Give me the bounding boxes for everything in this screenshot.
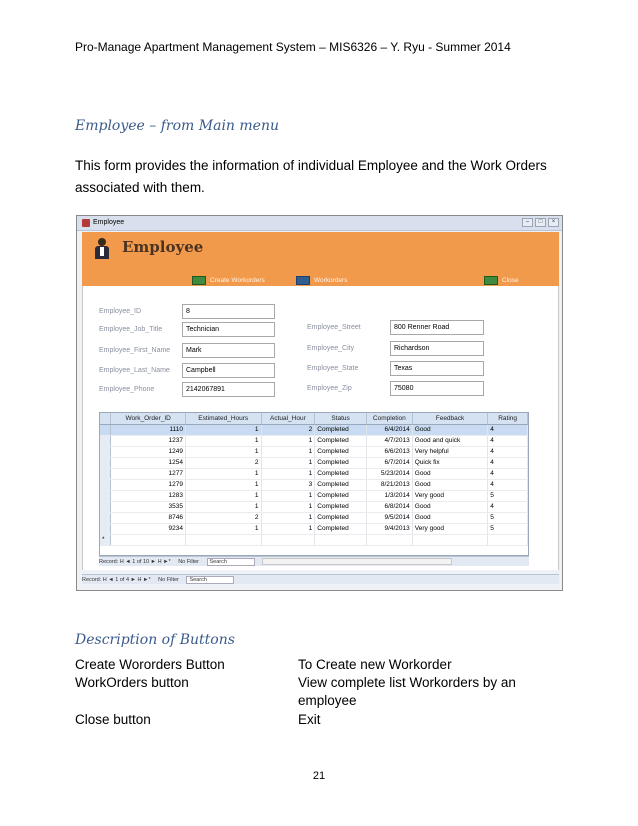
page-number: 21 bbox=[312, 770, 326, 782]
maximize-icon[interactable]: □ bbox=[535, 218, 546, 227]
employee-id-label: Employee_ID bbox=[99, 308, 142, 315]
table-cell[interactable]: 5 bbox=[488, 490, 528, 501]
table-cell[interactable]: 1237 bbox=[111, 435, 186, 446]
intro-paragraph: This form provides the information of individual Employee and the Work Orders associated with them. bbox=[75, 158, 547, 195]
table-cell[interactable]: 1 bbox=[185, 424, 261, 435]
table-cell[interactable]: Completed bbox=[315, 435, 367, 446]
table-cell[interactable]: 5 bbox=[488, 523, 528, 534]
window-title: Employee bbox=[93, 219, 125, 226]
page-header: Pro-Manage Apartment Management System – MIS6326 – Y. Ryu - Summer 2014 bbox=[75, 40, 511, 54]
table-cell[interactable]: Good bbox=[412, 468, 488, 479]
table-row[interactable] bbox=[100, 435, 528, 446]
table-cell[interactable]: 1279 bbox=[111, 479, 186, 490]
table-row[interactable] bbox=[100, 490, 528, 501]
table-cell[interactable]: 1110 bbox=[111, 424, 186, 435]
close-button-icon bbox=[484, 276, 498, 285]
col-header[interactable]: Completion bbox=[366, 413, 412, 424]
table-cell[interactable]: 1 bbox=[185, 523, 261, 534]
grid-header-row bbox=[100, 413, 528, 424]
form-header bbox=[82, 232, 559, 286]
table-cell[interactable]: 6/8/2014 bbox=[366, 501, 412, 512]
table-cell[interactable]: Completed bbox=[315, 523, 367, 534]
grid-search-box[interactable]: Search bbox=[207, 558, 255, 566]
table-cell[interactable] bbox=[412, 534, 488, 545]
col-header[interactable]: Feedback bbox=[412, 413, 488, 424]
phone-field[interactable]: 2142067891 bbox=[182, 382, 275, 397]
job-title-field[interactable]: Technician bbox=[182, 322, 275, 337]
table-cell[interactable]: 4 bbox=[488, 479, 528, 490]
row-selector[interactable] bbox=[100, 512, 111, 523]
close-button-label: Close bbox=[502, 277, 519, 284]
table-cell[interactable]: 1249 bbox=[111, 446, 186, 457]
table-row[interactable] bbox=[100, 523, 528, 534]
workorders-label: Workorders bbox=[314, 277, 348, 284]
table-cell[interactable]: 1 bbox=[185, 468, 261, 479]
new-record-row[interactable] bbox=[100, 534, 528, 545]
table-cell[interactable]: 1 bbox=[261, 446, 315, 457]
table-cell[interactable]: 4 bbox=[488, 435, 528, 446]
table-cell[interactable] bbox=[488, 534, 528, 545]
form-record-position[interactable]: Record: H ◄ 1 of 4 ► H ►* bbox=[82, 577, 151, 583]
table-cell[interactable]: 1 bbox=[261, 457, 315, 468]
table-cell[interactable]: 1 bbox=[261, 512, 315, 523]
create-workorders-label: Create Workorders bbox=[210, 277, 265, 284]
table-cell[interactable]: 5/23/2014 bbox=[366, 468, 412, 479]
form-title: Employee bbox=[122, 238, 204, 256]
employee-id-field[interactable]: 8 bbox=[182, 304, 275, 319]
zip-field[interactable]: 75080 bbox=[390, 381, 484, 396]
table-cell[interactable]: 8/21/2013 bbox=[366, 479, 412, 490]
street-label: Employee_Street bbox=[307, 324, 361, 331]
last-name-field[interactable]: Campbell bbox=[182, 363, 275, 378]
table-cell[interactable]: 1 bbox=[185, 446, 261, 457]
col-header[interactable]: Rating bbox=[488, 413, 528, 424]
table-cell[interactable]: Completed bbox=[315, 512, 367, 523]
table-cell[interactable]: 2 bbox=[185, 457, 261, 468]
table-cell[interactable]: 1 bbox=[185, 490, 261, 501]
phone-label: Employee_Phone bbox=[99, 386, 155, 393]
table-cell[interactable]: Very good bbox=[412, 523, 488, 534]
table-cell[interactable]: 6/4/2014 bbox=[366, 424, 412, 435]
table-cell[interactable]: 1 bbox=[185, 435, 261, 446]
row-selector[interactable] bbox=[100, 479, 111, 490]
desc-button-action: View complete list Workorders by an employee bbox=[298, 675, 516, 708]
table-row[interactable] bbox=[100, 501, 528, 512]
table-cell[interactable]: Completed bbox=[315, 424, 367, 435]
table-cell[interactable]: Good bbox=[412, 424, 488, 435]
table-cell[interactable]: Completed bbox=[315, 490, 367, 501]
table-cell[interactable]: Good bbox=[412, 501, 488, 512]
desc-button-name: Close button bbox=[75, 712, 151, 727]
city-field[interactable]: Richardson bbox=[390, 341, 484, 356]
table-cell[interactable]: 1 bbox=[261, 490, 315, 501]
table-cell[interactable]: 8746 bbox=[111, 512, 186, 523]
table-cell[interactable] bbox=[111, 534, 186, 545]
state-label: Employee_State bbox=[307, 365, 359, 372]
table-row[interactable] bbox=[100, 446, 528, 457]
table-cell[interactable]: 3535 bbox=[111, 501, 186, 512]
desc-button-name: WorkOrders button bbox=[75, 675, 189, 690]
row-selector[interactable] bbox=[100, 457, 111, 468]
workorders-button[interactable] bbox=[296, 276, 347, 286]
close-window-icon[interactable]: × bbox=[548, 218, 559, 227]
table-row[interactable] bbox=[100, 468, 528, 479]
table-cell[interactable]: 9234 bbox=[111, 523, 186, 534]
table-row[interactable] bbox=[100, 479, 528, 490]
street-field[interactable]: 800 Renner Road bbox=[390, 320, 484, 335]
workorders-datasheet bbox=[99, 412, 529, 556]
last-name-label: Employee_Last_Name bbox=[99, 367, 170, 374]
table-cell[interactable]: Good and quick bbox=[412, 435, 488, 446]
table-cell[interactable]: 6/7/2014 bbox=[366, 457, 412, 468]
table-cell[interactable]: 4 bbox=[488, 446, 528, 457]
row-selector[interactable] bbox=[100, 435, 111, 446]
table-cell[interactable]: 9/4/2013 bbox=[366, 523, 412, 534]
section-title: Employee – from Main menu bbox=[75, 118, 279, 134]
window-titlebar bbox=[77, 216, 562, 231]
table-cell[interactable]: 6/6/2013 bbox=[366, 446, 412, 457]
table-cell[interactable]: 1 bbox=[261, 468, 315, 479]
table-cell[interactable]: Very helpful bbox=[412, 446, 488, 457]
desc-button-name: Create Wororders Button bbox=[75, 657, 225, 672]
table-row[interactable] bbox=[100, 457, 528, 468]
minimize-icon[interactable]: – bbox=[522, 218, 533, 227]
first-name-label: Employee_First_Name bbox=[99, 347, 171, 354]
table-cell[interactable]: Completed bbox=[315, 446, 367, 457]
table-cell[interactable]: Completed bbox=[315, 479, 367, 490]
table-cell[interactable]: 1277 bbox=[111, 468, 186, 479]
button-description-title: Description of Buttons bbox=[75, 632, 235, 648]
row-selector[interactable] bbox=[100, 490, 111, 501]
table-cell[interactable] bbox=[185, 534, 261, 545]
grid-record-position[interactable]: Record: H ◄ 1 of 10 ► H ►* bbox=[99, 559, 171, 565]
form-search-box[interactable]: Search bbox=[186, 576, 234, 584]
table-cell[interactable]: Completed bbox=[315, 457, 367, 468]
form-record-navigator bbox=[82, 574, 559, 584]
employee-form-screenshot bbox=[76, 215, 563, 591]
app-icon bbox=[82, 219, 90, 227]
first-name-field[interactable]: Mark bbox=[182, 343, 275, 358]
table-cell[interactable]: 4 bbox=[488, 501, 528, 512]
state-field[interactable]: Texas bbox=[390, 361, 484, 376]
table-cell[interactable] bbox=[261, 534, 315, 545]
desc-button-action: To Create new Workorder bbox=[298, 657, 452, 672]
col-header[interactable]: Estimated_Hours bbox=[185, 413, 261, 424]
table-cell[interactable]: 3 bbox=[261, 479, 315, 490]
form-filter-status[interactable]: No Filter bbox=[158, 577, 179, 583]
new-record-icon: * bbox=[100, 534, 111, 545]
table-cell[interactable] bbox=[366, 534, 412, 545]
row-selector[interactable] bbox=[100, 446, 111, 457]
window-controls bbox=[522, 218, 559, 227]
table-cell[interactable]: 1 bbox=[261, 435, 315, 446]
grid-record-navigator bbox=[99, 556, 529, 566]
table-cell[interactable]: Very good bbox=[412, 490, 488, 501]
close-button[interactable] bbox=[484, 276, 519, 286]
table-cell[interactable]: 1 bbox=[261, 501, 315, 512]
desc-button-action: Exit bbox=[298, 712, 321, 727]
zip-label: Employee_Zip bbox=[307, 385, 352, 392]
row-selector-header bbox=[100, 413, 111, 424]
row-selector[interactable] bbox=[100, 424, 111, 435]
table-cell[interactable]: 4 bbox=[488, 468, 528, 479]
table-cell[interactable] bbox=[315, 534, 367, 545]
table-cell[interactable]: 4 bbox=[488, 424, 528, 435]
row-selector[interactable] bbox=[100, 523, 111, 534]
table-cell[interactable]: 4 bbox=[488, 457, 528, 468]
table-cell[interactable]: 2 bbox=[185, 512, 261, 523]
job-title-label: Employee_Job_Title bbox=[99, 326, 163, 333]
table-cell[interactable]: 1 bbox=[185, 501, 261, 512]
form-body bbox=[82, 286, 559, 570]
grid-horizontal-scrollbar[interactable] bbox=[262, 558, 452, 565]
table-cell[interactable]: Completed bbox=[315, 501, 367, 512]
row-selector[interactable] bbox=[100, 468, 111, 479]
city-label: Employee_City bbox=[307, 345, 355, 352]
table-cell[interactable]: 2 bbox=[261, 424, 315, 435]
table-row[interactable] bbox=[100, 424, 528, 435]
create-workorders-button[interactable] bbox=[192, 276, 265, 286]
grid-filter-status[interactable]: No Filter bbox=[178, 559, 199, 565]
table-cell[interactable]: 1254 bbox=[111, 457, 186, 468]
row-selector[interactable] bbox=[100, 501, 111, 512]
table-cell[interactable]: Good bbox=[412, 512, 488, 523]
table-cell[interactable]: 1283 bbox=[111, 490, 186, 501]
table-cell[interactable]: Quick fix bbox=[412, 457, 488, 468]
create-workorders-icon bbox=[192, 276, 206, 285]
col-header[interactable]: Actual_Hour bbox=[261, 413, 315, 424]
table-cell[interactable]: Completed bbox=[315, 468, 367, 479]
table-cell[interactable]: 4/7/2013 bbox=[366, 435, 412, 446]
employee-icon bbox=[94, 238, 110, 260]
workorders-icon bbox=[296, 276, 310, 285]
col-header[interactable]: Status bbox=[315, 413, 367, 424]
table-cell[interactable]: 9/5/2014 bbox=[366, 512, 412, 523]
table-cell[interactable]: Good bbox=[412, 479, 488, 490]
col-header[interactable]: Work_Order_ID bbox=[111, 413, 186, 424]
table-cell[interactable]: 1 bbox=[261, 523, 315, 534]
table-cell[interactable]: 1/3/2014 bbox=[366, 490, 412, 501]
table-cell[interactable]: 5 bbox=[488, 512, 528, 523]
table-row[interactable] bbox=[100, 512, 528, 523]
table-cell[interactable]: 1 bbox=[185, 479, 261, 490]
